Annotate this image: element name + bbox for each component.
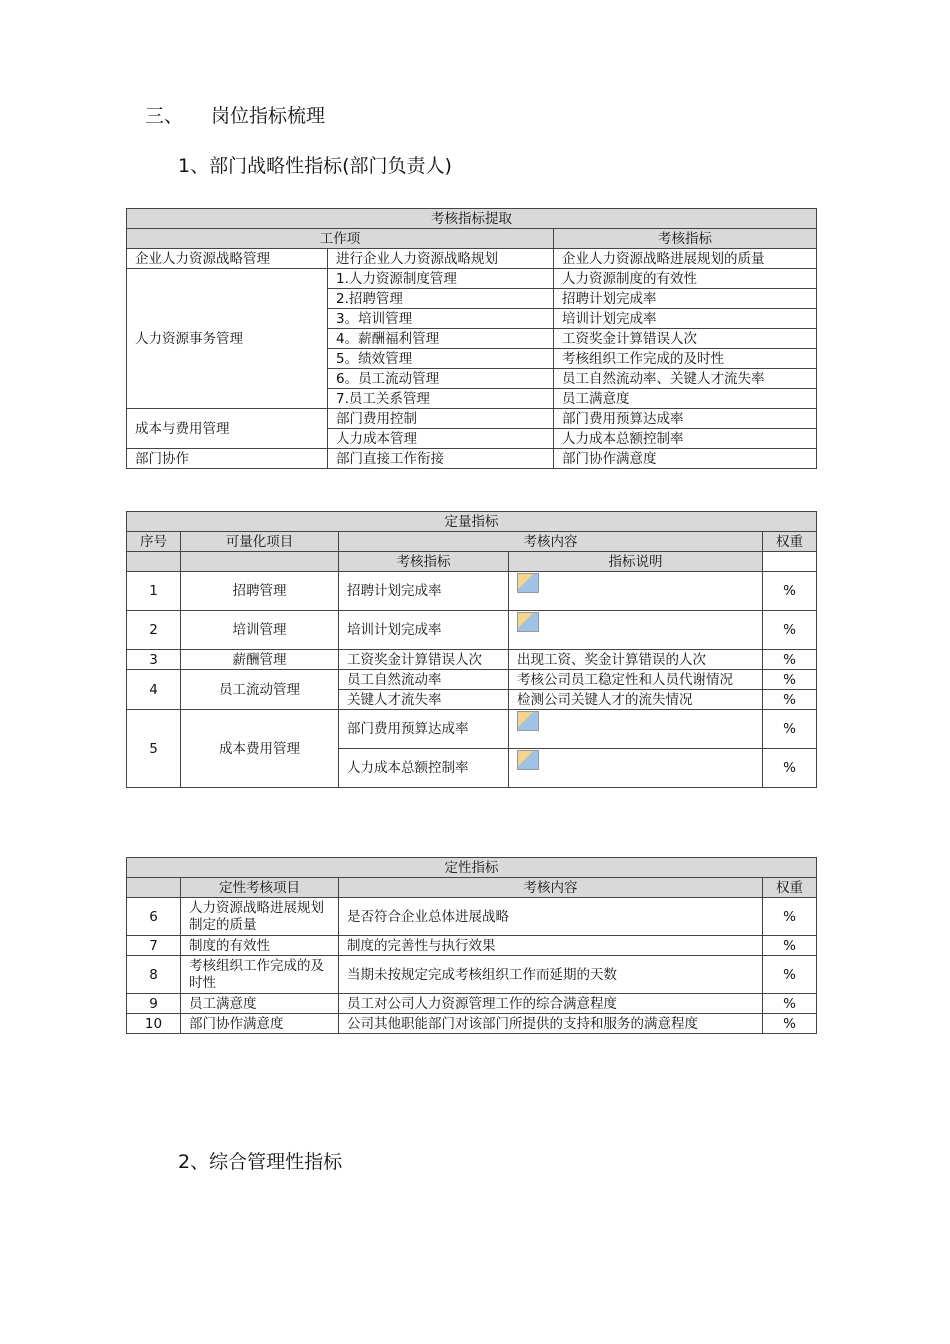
column-header: 考核指标 [554, 229, 817, 249]
table-cell: 部门协作满意度 [554, 449, 817, 469]
table-cell: 6。员工流动管理 [328, 369, 554, 389]
table-cell: % [763, 749, 817, 788]
table-cell: % [763, 572, 817, 611]
table-cell: 7 [127, 936, 181, 956]
table-cell: 考核组织工作完成的及时性 [554, 349, 817, 369]
column-header: 序号 [127, 532, 181, 552]
column-header: 可量化项目 [181, 532, 339, 552]
table-cell: 10 [127, 1014, 181, 1034]
quantitative-kpi-table [126, 511, 817, 788]
table-cell: 部门协作满意度 [181, 1014, 339, 1034]
table-cell: 1.人力资源制度管理 [328, 269, 554, 289]
table-row [127, 611, 817, 650]
table-cell: % [763, 994, 817, 1014]
column-header: 权重 [763, 878, 817, 898]
kpi-extraction-table [126, 208, 817, 469]
broken-image-icon [517, 750, 539, 770]
table-cell: 人力成本总额控制率 [339, 749, 509, 788]
table-cell: 部门费用预算达成率 [554, 409, 817, 429]
table-cell: % [763, 898, 817, 936]
table-cell: 出现工资、奖金计算错误的人次 [509, 650, 763, 670]
broken-image-icon [517, 573, 539, 593]
table-cell: 人力资源战略进展规划制定的质量 [181, 898, 339, 936]
table-row [127, 449, 817, 469]
broken-image-icon [517, 711, 539, 731]
table-cell: 员工满意度 [181, 994, 339, 1014]
table-row [127, 936, 817, 956]
table-cell: 人力资源事务管理 [127, 269, 328, 409]
column-header: 定性考核项目 [181, 878, 339, 898]
table-cell: 成本费用管理 [181, 710, 339, 788]
table-cell: 公司其他职能部门对该部门所提供的支持和服务的满意程度 [339, 1014, 763, 1034]
table-cell: 企业人力资源战略进展规划的质量 [554, 249, 817, 269]
table-cell: 企业人力资源战略管理 [127, 249, 328, 269]
table-cell: 员工流动管理 [181, 670, 339, 710]
qualitative-kpi-table [126, 857, 817, 1034]
table-cell: 关键人才流失率 [339, 690, 509, 710]
table-cell: 培训计划完成率 [554, 309, 817, 329]
table-cell: 5 [127, 710, 181, 788]
table-cell: 成本与费用管理 [127, 409, 328, 449]
table-cell: 招聘计划完成率 [339, 572, 509, 611]
section-title: 岗位指标梳理 [211, 105, 326, 127]
table-cell: 考核公司员工稳定性和人员代谢情况 [509, 670, 763, 690]
header-blank [127, 552, 181, 572]
table-cell: 员工自然流动率、关键人才流失率 [554, 369, 817, 389]
table-row [127, 269, 817, 289]
table-cell: 3。培训管理 [328, 309, 554, 329]
table-cell: 员工满意度 [554, 389, 817, 409]
table-cell: 部门协作 [127, 449, 328, 469]
table-cell: 7.员工关系管理 [328, 389, 554, 409]
table-cell: % [763, 611, 817, 650]
column-header: 工作项 [127, 229, 554, 249]
table-cell: 4。薪酬福利管理 [328, 329, 554, 349]
table-cell: 工资奖金计算错误人次 [339, 650, 509, 670]
table-cell: 考核组织工作完成的及时性 [181, 956, 339, 994]
table-cell: 是否符合企业总体进展战略 [339, 898, 763, 936]
column-header: 考核内容 [339, 532, 763, 552]
table-cell: 进行企业人力资源战略规划 [328, 249, 554, 269]
table-cell [509, 572, 763, 611]
table-cell: 招聘管理 [181, 572, 339, 611]
header-blank [181, 552, 339, 572]
table-cell: 1 [127, 572, 181, 611]
column-header: 权重 [763, 532, 817, 552]
table-cell: 9 [127, 994, 181, 1014]
table-cell: 制度的有效性 [181, 936, 339, 956]
table-cell: 工资奖金计算错误人次 [554, 329, 817, 349]
table-row [127, 898, 817, 936]
table-cell: 6 [127, 898, 181, 936]
table-cell: % [763, 650, 817, 670]
column-header: 指标说明 [509, 552, 763, 572]
table-cell: 员工自然流动率 [339, 670, 509, 690]
table-cell: % [763, 710, 817, 749]
table-cell: 人力成本管理 [328, 429, 554, 449]
broken-image-icon [517, 612, 539, 632]
table-cell: % [763, 1014, 817, 1034]
table-cell: 2.招聘管理 [328, 289, 554, 309]
table-cell: 5。绩效管理 [328, 349, 554, 369]
table-cell [509, 749, 763, 788]
table-row [127, 994, 817, 1014]
table-row [127, 710, 817, 749]
table-title: 定性指标 [127, 858, 817, 878]
table-cell: 部门直接工作衔接 [328, 449, 554, 469]
table-row [127, 409, 817, 429]
column-header: 考核指标 [339, 552, 509, 572]
table-cell: 2 [127, 611, 181, 650]
table-row [127, 956, 817, 994]
table-cell: 部门费用预算达成率 [339, 710, 509, 749]
table-cell: 4 [127, 670, 181, 710]
table-row [127, 249, 817, 269]
table-cell: 招聘计划完成率 [554, 289, 817, 309]
table-cell [509, 611, 763, 650]
table-cell: 培训管理 [181, 611, 339, 650]
table-cell: % [763, 690, 817, 710]
table-cell [509, 710, 763, 749]
table-cell: 员工对公司人力资源管理工作的综合满意程度 [339, 994, 763, 1014]
table-cell: 人力成本总额控制率 [554, 429, 817, 449]
table-cell: 制度的完善性与执行效果 [339, 936, 763, 956]
table-row [127, 670, 817, 690]
table-cell: % [763, 956, 817, 994]
table-cell: 当期未按规定完成考核组织工作而延期的天数 [339, 956, 763, 994]
subsection-title-1: 1、部门战略性指标(部门负责人) [178, 155, 452, 177]
table-cell: 3 [127, 650, 181, 670]
table-cell: % [763, 670, 817, 690]
table-cell: 人力资源制度的有效性 [554, 269, 817, 289]
table-cell: 薪酬管理 [181, 650, 339, 670]
table-cell: 部门费用控制 [328, 409, 554, 429]
table-row [127, 1014, 817, 1034]
table-cell: 检测公司关键人才的流失情况 [509, 690, 763, 710]
table-title: 定量指标 [127, 512, 817, 532]
subsection-title-2: 2、综合管理性指标 [178, 1151, 343, 1173]
table-row [127, 650, 817, 670]
section-number: 三、 [145, 105, 184, 127]
table-cell: 8 [127, 956, 181, 994]
table-row [127, 572, 817, 611]
header-blank [763, 552, 817, 572]
column-header: 考核内容 [339, 878, 763, 898]
table-cell: % [763, 936, 817, 956]
header-blank [127, 878, 181, 898]
table-cell: 培训计划完成率 [339, 611, 509, 650]
table-title: 考核指标提取 [127, 209, 817, 229]
